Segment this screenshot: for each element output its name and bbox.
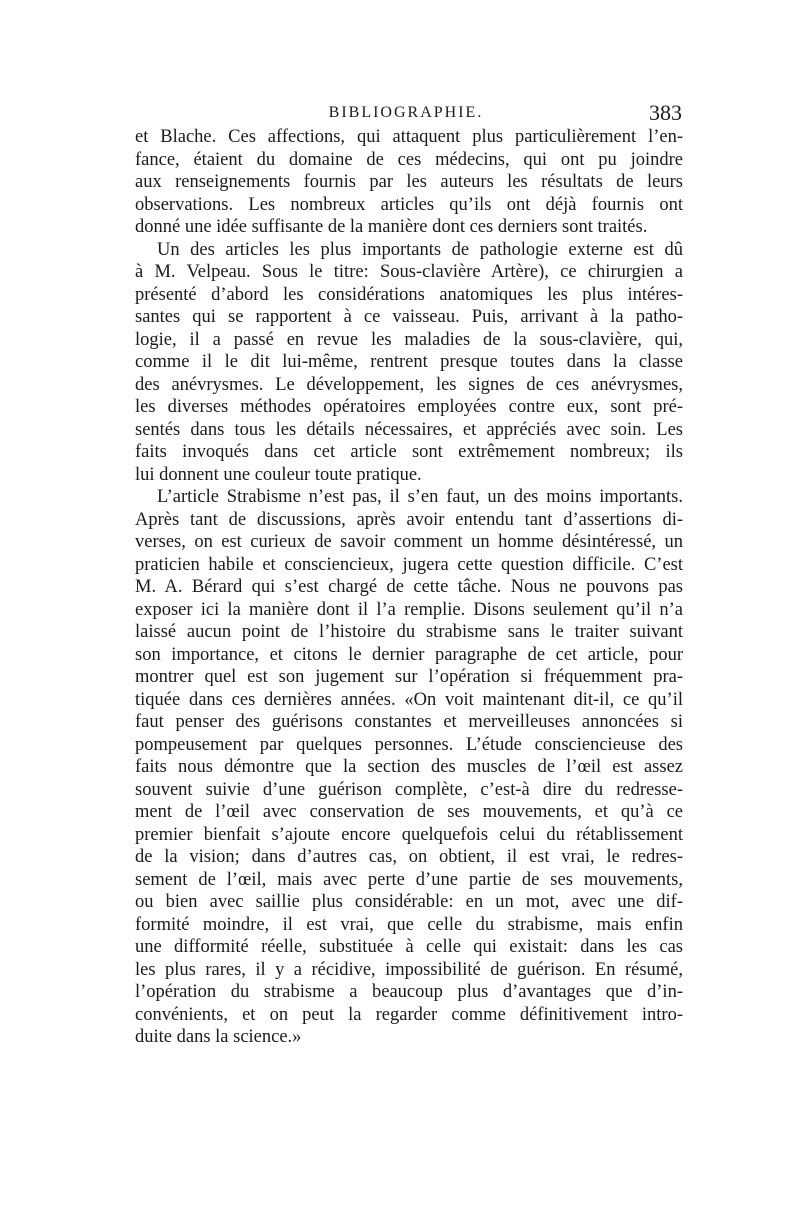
text-line: laissé aucun point de l’histoire du strabisme sans le traiter suivant xyxy=(135,622,683,642)
text-line: faits nous démontre que la section des muscles de l’œil est assez xyxy=(135,757,683,777)
text-line: montrer quel est son jugement sur l’opération si fréquemment pra- xyxy=(135,667,683,687)
text-line: exposer ici la manière dont il l’a remplie. Disons seulement qu’il n’a xyxy=(135,599,683,620)
body-text xyxy=(135,126,683,1049)
text-line: verses, on est curieux de savoir comment un homme désintéressé, un xyxy=(135,532,683,552)
text-line: fance, étaient du domaine de ces médecins, qui ont pu joindre xyxy=(135,149,683,170)
text-line: sement de l’œil, mais avec perte d’une partie de ses mouvements, xyxy=(135,869,683,890)
text-line: logie, il a passé en revue les maladies de la sous-clavière, qui, xyxy=(135,329,683,350)
text-line: Un des articles les plus importants de pathologie externe est dû xyxy=(157,239,683,260)
text-line: ou bien avec saillie plus considérable: en un mot, avec une dif- xyxy=(135,892,683,912)
text-line: lui donnent une couleur toute pratique. xyxy=(135,464,422,485)
text-line: formité moindre, il est vrai, que celle du strabisme, mais enfin xyxy=(135,914,683,935)
running-head xyxy=(130,100,682,126)
text-line: ment de l’œil avec conservation de ses mouvements, et qu’à ce xyxy=(135,802,683,822)
text-line: et Blache. Ces affections, qui attaquent plus particulièrement l’en- xyxy=(135,127,683,147)
text-line: son importance, et citons le dernier paragraphe de cet article, pour xyxy=(135,644,683,665)
text-line: une difformité réelle, substituée à celle qui existait: dans les cas xyxy=(135,937,683,957)
text-line: l’opération du strabisme a beaucoup plus d’avantages que d’in- xyxy=(135,982,683,1002)
text-line: les plus rares, il y a récidive, impossibilité de guérison. En résumé, xyxy=(135,959,683,980)
paragraph-3 xyxy=(135,486,683,1049)
text-line: présenté d’abord les considérations anatomiques les plus intéres- xyxy=(135,284,683,305)
text-line: L’article Strabisme n’est pas, il s’en faut, un des moins importants. xyxy=(157,487,683,507)
text-line: tiquée dans ces dernières années. «On voit maintenant dit-il, ce qu’il xyxy=(135,689,683,710)
text-line: duite dans la science.» xyxy=(135,1027,302,1047)
text-line: donné une idée suffisante de la manière dont ces derniers sont traités. xyxy=(135,217,648,237)
text-line: convénients, et on peut la regarder comme définitivement intro- xyxy=(135,1004,683,1025)
text-line: aux renseignements fournis par les auteurs les résultats de leurs xyxy=(135,172,683,192)
text-line: les diverses méthodes opératoires employées contre eux, sont pré- xyxy=(135,397,683,417)
running-head-title: BIBLIOGRAPHIE. xyxy=(328,104,484,121)
paragraph-2 xyxy=(135,239,683,487)
text-line: Après tant de discussions, après avoir entendu tant d’assertions di- xyxy=(135,509,683,530)
text-line: faits invoqués dans cet article sont extrêmement nombreux; ils xyxy=(135,442,683,462)
text-line: pompeusement par quelques personnes. L’étude consciencieuse des xyxy=(135,734,683,755)
text-line: comme il le dit lui-même, rentrent presque toutes dans la classe xyxy=(135,352,683,372)
text-line: souvent suivie d’une guérison complète, c’est-à dire du redresse- xyxy=(135,779,683,800)
text-line: des anévrysmes. Le développement, les signes de ces anévrysmes, xyxy=(135,374,683,395)
page-number: 383 xyxy=(649,100,682,125)
text-line: santes qui se rapportent à ce vaisseau. Puis, arrivant à la patho- xyxy=(135,307,683,327)
text-line: praticien habile et consciencieux, jugera cette question difficile. C’est xyxy=(135,554,683,575)
text-line: à M. Velpeau. Sous le titre: Sous-clavière Artère), ce chirurgien a xyxy=(135,262,683,282)
text-line: M. A. Bérard qui s’est chargé de cette tâche. Nous ne pouvons pas xyxy=(135,577,683,597)
text-line: sentés dans tous les détails nécessaires, et appréciés avec soin. Les xyxy=(135,419,683,440)
text-line: observations. Les nombreux articles qu’ils ont déjà fournis ont xyxy=(135,194,683,215)
text-line: de la vision; dans d’autres cas, on obtient, il est vrai, le redres- xyxy=(135,847,683,867)
text-line: premier bienfait s’ajoute encore quelquefois celui du rétablissement xyxy=(135,824,683,845)
paragraph-1 xyxy=(135,126,683,239)
text-line: faut penser des guérisons constantes et merveilleuses annoncées si xyxy=(135,712,683,732)
